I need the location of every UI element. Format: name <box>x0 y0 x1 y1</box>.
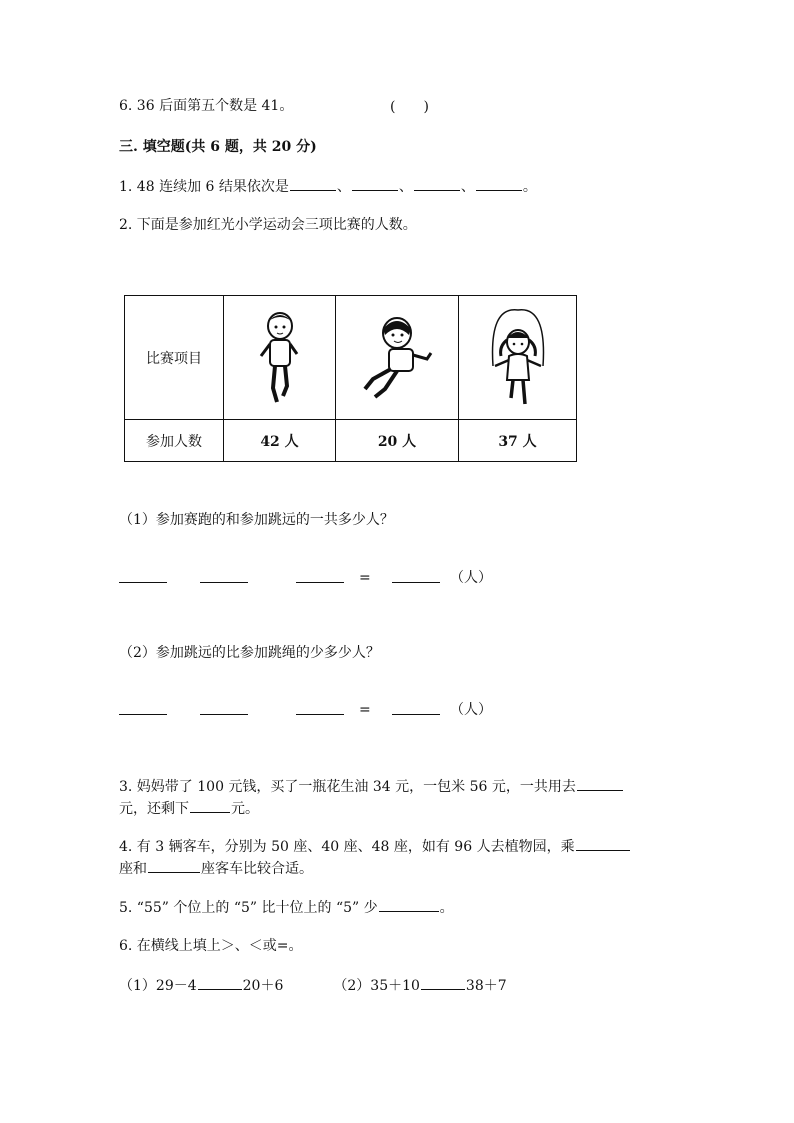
table-cell-rope-skipping <box>459 296 577 420</box>
fill-q3-line2 <box>119 798 259 819</box>
fill-q3-text-b: 元，还剩下 <box>119 801 189 817</box>
equation1-blank-3[interactable] <box>296 568 344 583</box>
count-running: 42 人 <box>224 420 336 462</box>
section-title: 三. 填空题(共 6 题，共 20 分) <box>119 139 317 155</box>
fill-q4-blank-2[interactable] <box>148 858 200 873</box>
fill-q1-blank-4[interactable] <box>476 176 522 191</box>
judgment-q6-label: 6. 36 后面第五个数是 41。 <box>119 98 294 114</box>
equation1-equals: = <box>359 570 371 586</box>
fill-q2-sub1-equation <box>119 568 539 588</box>
fill-q1 <box>119 176 537 197</box>
table-cell-running <box>224 296 336 420</box>
fill-q6-items <box>119 975 507 996</box>
fill-q2-sub2-equation <box>119 700 539 720</box>
count-long-jump: 20 人 <box>336 420 459 462</box>
equation2-unit: （人） <box>450 702 492 718</box>
judgment-q6-answer-paren[interactable]: ( ) <box>390 99 429 115</box>
fill-q3-text-a: 3. 妈妈带了 100 元钱，买了一瓶花生油 34 元，一包米 56 元，一共用去 <box>119 779 576 795</box>
fill-q3-blank-spent[interactable] <box>577 776 623 791</box>
fill-q3-line1 <box>119 776 624 797</box>
running-boy-icon <box>255 310 305 406</box>
table-row-header-items: 比赛项目 <box>125 296 224 420</box>
fill-q4-text-b: 座和 <box>119 861 147 877</box>
fill-q6-item2-right: 38＋7 <box>465 978 507 994</box>
rope-skipping-girl-icon <box>483 306 553 410</box>
count-rope-skipping: 37 人 <box>459 420 577 462</box>
fill-q1-text: 1. 48 连续加 6 结果依次是 <box>119 179 289 195</box>
fill-q5-blank[interactable] <box>379 897 439 912</box>
equation2-answer-blank[interactable] <box>392 700 440 715</box>
fill-q4-line2 <box>119 858 313 879</box>
fill-q4-blank-1[interactable] <box>576 836 630 851</box>
table-row-header-count: 参加人数 <box>125 420 224 462</box>
fill-q3-text-c: 元。 <box>231 801 259 817</box>
fill-q1-sep-3: 、 <box>460 179 475 195</box>
fill-q2-text: 2. 下面是参加红光小学运动会三项比赛的人数。 <box>119 217 417 233</box>
fill-q4-text-a: 4. 有 3 辆客车，分别为 50 座、40 座、48 座，如有 96 人去植物园，乘 <box>119 839 575 855</box>
fill-q1-blank-3[interactable] <box>414 176 460 191</box>
fill-q2-sub2: （2）参加跳远的比参加跳绳的少多少人？ <box>119 645 380 661</box>
fill-q6-item1-right: 20＋6 <box>242 978 284 994</box>
fill-q1-sep-2: 、 <box>398 179 413 195</box>
fill-q5-text: 5. “55” 个位上的 “5” 比十位上的 “5” 少 <box>119 900 378 916</box>
equation2-blank-3[interactable] <box>296 700 344 715</box>
fill-q6-item1-left: （1）29－4 <box>119 978 197 994</box>
equation2-blank-2[interactable] <box>200 700 248 715</box>
equation1-blank-2[interactable] <box>200 568 248 583</box>
equation2-equals: = <box>359 702 371 718</box>
fill-q1-blank-1[interactable] <box>290 176 336 191</box>
fill-q6-item2-blank[interactable] <box>421 975 465 990</box>
fill-q4-text-c: 座客车比较合适。 <box>201 861 313 877</box>
fill-q6-item1-blank[interactable] <box>198 975 242 990</box>
jumping-child-icon <box>357 313 437 403</box>
fill-q1-sep-1: 、 <box>336 179 351 195</box>
fill-q6-text: 6. 在横线上填上＞、＜或=。 <box>119 938 303 954</box>
fill-q3-blank-remaining[interactable] <box>190 798 230 813</box>
judgment-q6-text <box>119 96 293 116</box>
equation1-blank-1[interactable] <box>119 568 167 583</box>
fill-q1-end: 。 <box>522 179 537 195</box>
equation1-unit: （人） <box>450 570 492 586</box>
fill-q6-item2-left: （2）35＋10 <box>333 978 420 994</box>
table-cell-long-jump <box>336 296 459 420</box>
competition-table <box>124 295 577 462</box>
fill-q1-blank-2[interactable] <box>352 176 398 191</box>
equation1-answer-blank[interactable] <box>392 568 440 583</box>
fill-q5 <box>119 897 454 918</box>
equation2-blank-1[interactable] <box>119 700 167 715</box>
fill-q5-end: 。 <box>439 900 454 916</box>
fill-q2-sub1: （1）参加赛跑的和参加跳远的一共多少人？ <box>119 512 394 528</box>
fill-q4-line1 <box>119 836 631 857</box>
